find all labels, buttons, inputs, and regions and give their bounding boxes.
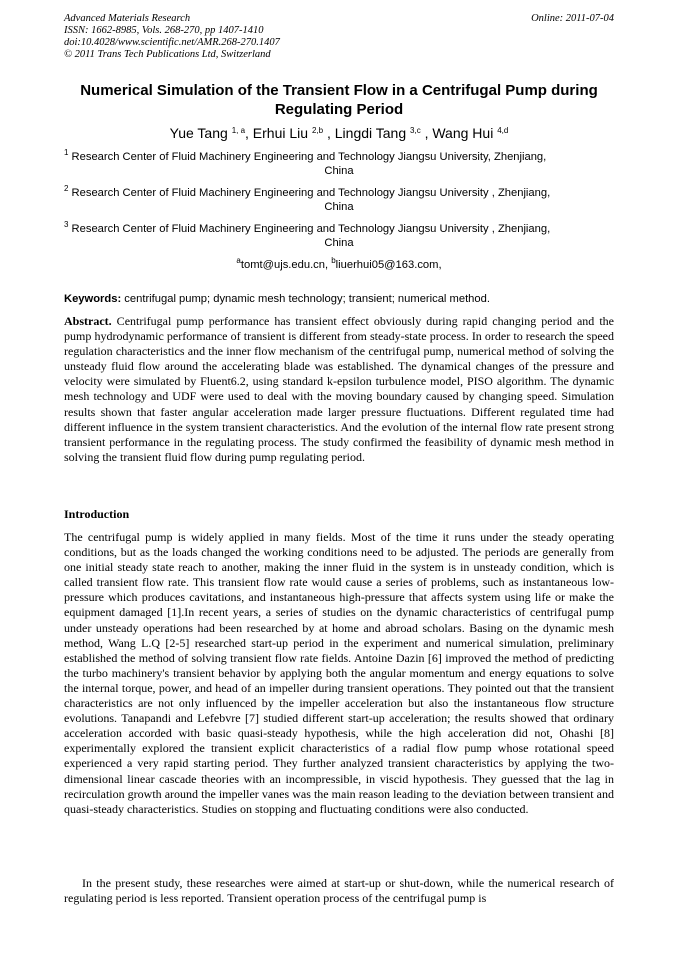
doi-line: doi:10.4028/www.scientific.net/AMR.268-270.1407 xyxy=(64,37,280,48)
affiliation-number: 1 xyxy=(64,148,69,157)
author-list xyxy=(56,124,622,142)
affiliation-number: 2 xyxy=(64,184,69,193)
author-emails xyxy=(64,258,614,272)
email-link[interactable]: liuerhui05@163.com, xyxy=(335,259,442,271)
keywords xyxy=(64,292,614,306)
body-paragraph: In the present study, these researches were aimed at start-up or shut-down, while the numerical research of regulating period is less reported. Transient operation process of the centrifugal pump is xyxy=(64,876,614,906)
abstract xyxy=(64,314,614,465)
author-affiliation-mark: 1, a xyxy=(231,126,246,135)
issn-line: ISSN: 1662-8985, Vols. 268-270, pp 1407-1410 xyxy=(64,25,264,36)
email-mark: b xyxy=(331,256,336,265)
affiliation-text: Research Center of Fluid Machinery Engineering and Technology Jiangsu University, Zhenjiang, xyxy=(68,151,547,163)
affiliation-country: China xyxy=(324,237,354,249)
journal-name: Advanced Materials Research xyxy=(64,13,191,24)
author-affiliation-mark: 4,d xyxy=(497,126,509,135)
affiliation-3 xyxy=(64,222,614,250)
author-name: , Wang Hui xyxy=(420,125,498,141)
email-mark: a xyxy=(236,256,241,265)
affiliation-text: Research Center of Fluid Machinery Engineering and Technology Jiangsu University , Zhenjiang, xyxy=(68,223,551,235)
email-link[interactable]: tomt@ujs.edu.cn, xyxy=(240,259,332,271)
affiliation-number: 3 xyxy=(64,220,69,229)
author-affiliation-mark: 2,b xyxy=(311,126,324,135)
keywords-text: centrifugal pump; dynamic mesh technology; transient; numerical method. xyxy=(121,293,490,305)
online-date: Online: 2011-07-04 xyxy=(531,13,614,24)
copyright-line: © 2011 Trans Tech Publications Ltd, Switzerland xyxy=(64,49,271,60)
affiliation-text: Research Center of Fluid Machinery Engineering and Technology Jiangsu University , Zhenjiang, xyxy=(68,187,551,199)
affiliation-2 xyxy=(64,186,614,214)
affiliation-country: China xyxy=(324,165,354,177)
affiliation-1 xyxy=(64,150,614,178)
abstract-text: Centrifugal pump performance has transient effect obviously during rapid changing period and the pump hydrodynamic performance of transient is different from steady-state process. In order to research the speed regulation characteristics and the inner flow mechanism of the centrifugal pump, numerical method of solving the unsteady fluid flow around the accelerating blade was established. The dynamical changes of the pressure and velocity were simulated by Fluent6.2, using standard k-epsilon turbulence model, PISO algorithm. The dynamic mesh technology and UDF were used to deal with the moving boundary caused by changing speed. Simulation results shown that faster angular acceleration made larger pressure fluctuations. Different regulated time had different influence in the system transient characteristics. And the evolution of the internal flow rate present strong transient performance in the regulating process. The study confirmed the feasibility of dynamic mesh method in solving the transient fluid flow during pump regulating period. xyxy=(64,314,614,464)
paper-title: Numerical Simulation of the Transient Flow in a Centrifugal Pump during Regulating Period xyxy=(80,82,598,118)
section-heading-introduction: Introduction xyxy=(64,507,130,521)
author-name: , Lingdi Tang xyxy=(323,125,411,141)
author-affiliation-mark: 3,c xyxy=(410,126,421,135)
affiliation-country: China xyxy=(324,201,354,213)
abstract-label: Abstract. xyxy=(64,314,112,328)
author-name: Yue Tang xyxy=(169,125,232,141)
author-name: , Erhui Liu xyxy=(245,125,312,141)
journal-header xyxy=(64,13,280,61)
body-paragraph: The centrifugal pump is widely applied in many fields. Most of the time it runs under the steady operating conditions, but as the loads changed the working conditions need to be adjusted. The periods are generally from one initial steady state reach to another, making the inner fluid in the system is in unsteady condition, which is called transient flow rate. This transient flow rate would cause a series of problems, such as instantaneous low-pressure which produces cavitations, and instantaneous high-pressure that affects system using life or make the equipment damaged [1].In recent years, a series of studies on the dynamic characteristics of centrifugal pump under unsteady operations had been researched by at home and abroad scholars. Basing on the dynamic mesh method, Wang L.Q [2-5] researched start-up period in the experiment and numerical simulation, preliminary established the method of solving transient flow rate fields. Antoine Dazin [6] improved the method of predicting the turbo machinery's transient behavior by applying both the angular momentum and energy equations to solve the internal torque, power, and head of an impeller during transient operations. They pointed out that the transient characteristics are not only influenced by the impeller acceleration but also the instantaneous flow structure evolutions. Tanapandi and Lefebvre [7] studied different start-up acceleration; the results showed that ordinary acceleration accorded with basic quasi-steady hypothesis, while the high acceleration did not, Ohashi [8] experimentally explored the transient explicit characteristics of a radial flow pump whose rotational speed experienced a very rapid starting period. They further analyzed transient characteristics by applying the two-dimensional linear cascade theories with an incompressible, in viscid hypothesis. They guessed that the lag in recirculation growth around the impeller vanes was the main reason leading to the deviation between transient and quasi-steady characteristics. Studies on stopping and fluctuating conditions were also conducted. xyxy=(64,530,614,816)
keywords-label: Keywords: xyxy=(64,293,122,305)
